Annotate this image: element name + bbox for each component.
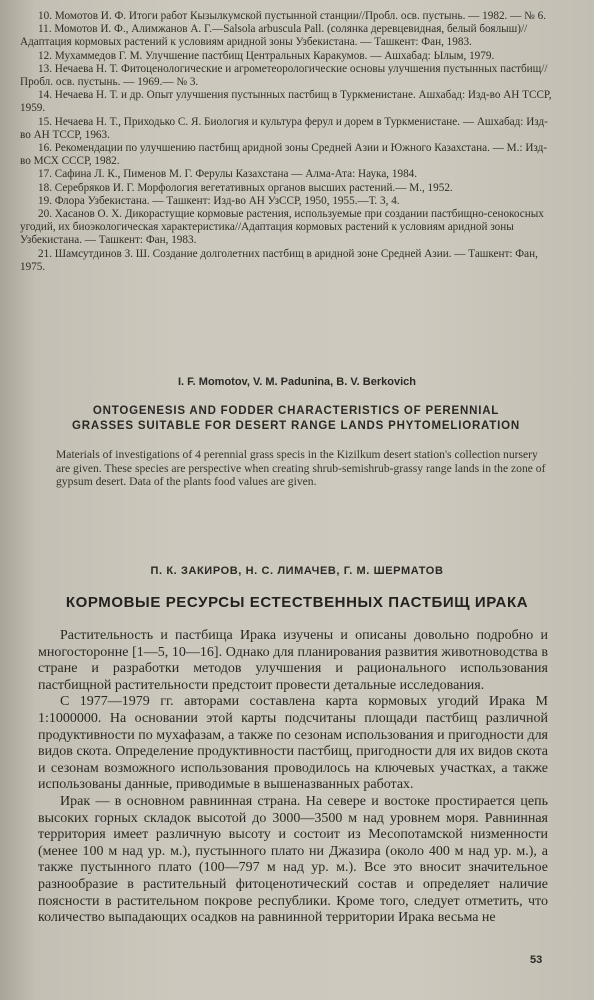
english-authors: I. F. Momotov, V. M. Padunina, B. V. Berkovich <box>178 376 416 388</box>
reference-item: 18. Серебряков И. Г. Морфология вегетативных органов высших растений.— М., 1952. <box>38 181 453 194</box>
reference-item: 21. Шамсутдинов З. Ш. Создание долголетних пастбищ в аридной зоне Средней Азии. — Ташкент: Фан, 1975. <box>20 247 538 273</box>
english-title-line: GRASSES SUITABLE FOR DESERT RANGE LANDS PHYTOMELIORATION <box>72 420 520 432</box>
reference-item: 12. Мухаммедов Г. М. Улучшение пастбищ Центральных Каракумов. — Ашхабад: Ылым, 1979. <box>38 49 495 62</box>
english-title-line: ONTOGENESIS AND FODDER CHARACTERISTICS OF PERENNIAL <box>92 405 500 417</box>
body-paragraph: Ирак — в основном равнинная страна. На севере и востоке простирается цепь высоких горных складок высотой до 3000—3500 м над уровнем моря. Равнинная территория имеет различную высоту и состоит из Месопотамской низменности (менее 100 м над ур. м.), пустынного плато ни Джазира (около 400 м над ур. м.), а также пустынного плато (100—797 м над ур. м.). Все это вносит значительное разнообразие в растительный фитоценотический состав и определяет наличие поясности в растительном покрове республики. Кроме того, следует отметить, что количество выпадающих осадков на равнинной территории Ирака весьма не <box>38 793 548 926</box>
reference-item: 20. Хасанов О. Х. Дикорастущие кормовые растения, используемые при создании пастбищно-сенокосных угодий, их биоэкологическая характеристика//Адаптация кормовых растений к условиям аридной зоны Узбекистана. — Ташкент: Фан, 1983. <box>20 208 544 247</box>
reference-item: 17. Сафина Л. К., Пименов М. Г. Ферулы Казахстана — Алма-Ата: Наука, 1984. <box>38 168 418 181</box>
reference-item: 13. Нечаева Н. Т. Фитоценологические и агрометеорологические основы улучшения пустынных пастбищ//Пробл. осв. пустынь. — 1969.— № 3. <box>20 62 548 89</box>
reference-item: 10. Момотов И. Ф. Итоги работ Кызылкумской пустынной станции//Пробл. осв. пустынь. — 1982. — № 6. <box>38 10 546 22</box>
english-abstract: Materials of investigations of 4 perennial grass specis in the Kizilkum desert station's collection nursery are given. These species are perspective when creating shrub-semishrub-grassy range lands in the zone of gypsum desert. Data of the plants food values are given. <box>56 448 546 489</box>
reference-item: 16. Рекомендации по улучшению пастбищ аридной зоны Средней Азии и Южного Казахстана. — М.: Изд-во МСХ СССР, 1982. <box>20 142 548 168</box>
page-number: 53 <box>530 954 543 966</box>
body-paragraph: Растительность и пастбища Ирака изучены и описаны довольно подробно и многосторонне [1—5, 10—16]. Однако для планирования развития животноводства в стране и разработки методов улучшения и рационального использования пастбищной растительности предстоит провести детальные исследования. <box>38 628 548 693</box>
reference-item: 19. Флора Узбекистана. — Ташкент: Изд-во АН УзССР, 1950, 1955.—Т. 3, 4. <box>38 194 400 207</box>
reference-item: 15. Нечаева Н. Т., Приходько С. Я. Биология и культура ферул и дорем в Туркменистане. — Ашхабад: Изд-во АН ТССР, 1963. <box>20 115 548 141</box>
article-body <box>38 628 548 927</box>
reference-item: 14. Нечаева Н. Т. и др. Опыт улучшения пустынных пастбищ в Туркменистане. Ашхабад: Изд-во АН ТССР, 1959. <box>20 89 552 115</box>
russian-authors: П. К. ЗАКИРОВ, Н. С. ЛИМАЧЕВ, Г. М. ШЕРМАТОВ <box>150 565 444 577</box>
reference-item: 11. Момотов И. Ф., Алимжанов А. Г.—Salsola arbuscula Pall. (солянка деревцевидная, белый боялыш)//Адаптация кормовых растений к условиям аридной зоны Узбекистана. — Ташкент: Фан, 1983. <box>20 23 528 49</box>
english-title <box>20 404 572 434</box>
russian-title: КОРМОВЫЕ РЕСУРСЫ ЕСТЕСТВЕННЫХ ПАСТБИЩ ИРАКА <box>65 594 529 611</box>
body-paragraph: С 1977—1979 гг. авторами составлена карта кормовых угодий Ирака М 1:1000000. На основании этой карты подсчитаны площади пастбищ различной продуктивности по мухафазам, а также по сезонам использования и пригодности для видов скота. Определение продуктивности пастбищ, пригодности для их видов скота и сезонам возможного использования проводилось на ключевых участках, а также использованы данные, приводимые в вышеназванных работах. <box>38 694 548 793</box>
reference-list <box>20 10 552 274</box>
